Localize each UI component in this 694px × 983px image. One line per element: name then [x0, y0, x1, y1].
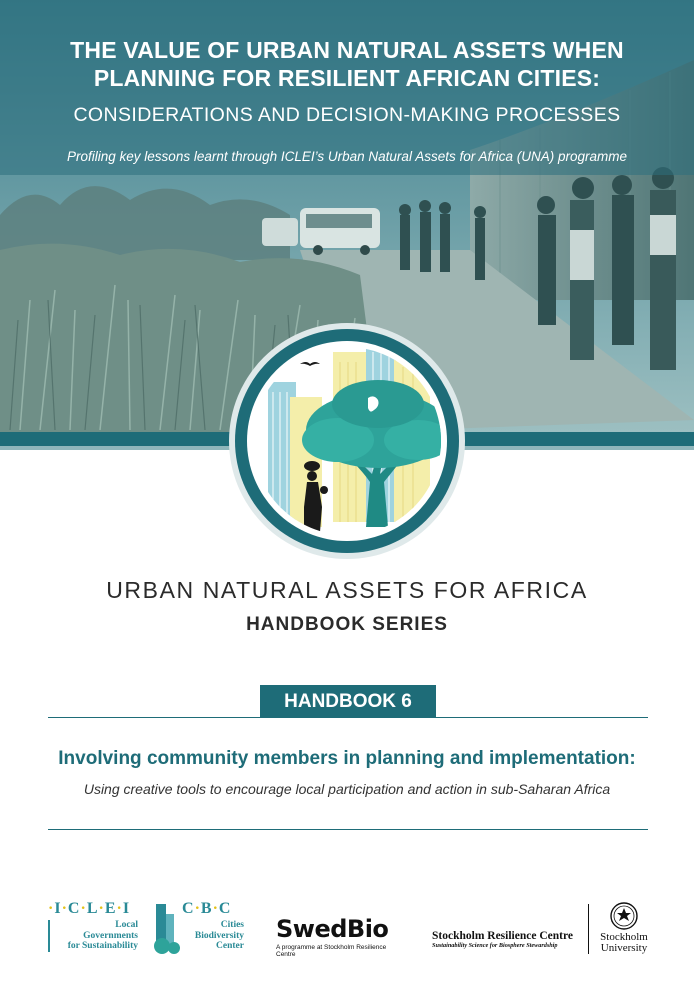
- iclei-tagline: Local Governments for Sustainability: [67, 920, 138, 951]
- iclei-logo: [48, 900, 140, 954]
- cover-title-line1: THE VALUE OF URBAN NATURAL ASSETS WHEN: [70, 37, 624, 63]
- una-emblem: [228, 322, 466, 560]
- cbc-tagline: Cities Biodiversity Center: [194, 920, 244, 951]
- cover-tagline: Profiling key lessons learnt through ICLEI’s Urban Natural Assets for Africa (UNA) programme: [67, 149, 627, 164]
- series-subtitle: HANDBOOK SERIES: [246, 614, 448, 635]
- src-tagline: Sustainability Science for Biosphere Stewardship: [432, 942, 558, 949]
- cover-subtitle: CONSIDERATIONS AND DECISION-MAKING PROCESSES: [73, 104, 621, 126]
- src-name: Stockholm Resilience Centre: [432, 930, 573, 942]
- cbc-letters: C·B·C: [182, 900, 232, 917]
- cover-title-line2: PLANNING FOR RESILIENT AFRICAN CITIES:: [93, 65, 601, 91]
- cbc-logo: [152, 900, 248, 956]
- bottom-rule: [48, 829, 648, 830]
- logo-divider: [588, 904, 589, 954]
- handbook-subtitle: Using creative tools to encourage local participation and action in sub-Saharan Africa: [83, 781, 611, 797]
- iclei-letters: ·I·C·L·E·I: [48, 900, 131, 917]
- swedbio-name: SwedBio: [276, 915, 389, 943]
- handbook-title: Involving community members in planning and implementation:: [58, 748, 636, 769]
- stockholm-resilience-centre-logo: [432, 930, 582, 956]
- stockholm-university-seal-icon: [610, 902, 638, 930]
- swedbio-logo: [276, 915, 406, 957]
- swedbio-tagline: A programme at Stockholm Resilience Centre: [276, 944, 387, 958]
- su-name: Stockholm University: [600, 931, 648, 954]
- handbook-number-badge: HANDBOOK 6: [260, 685, 436, 718]
- stockholm-university-logo: [594, 902, 654, 958]
- cover-title: [0, 36, 694, 92]
- series-title: URBAN NATURAL ASSETS FOR AFRICA: [106, 577, 588, 603]
- top-rule: [48, 717, 648, 718]
